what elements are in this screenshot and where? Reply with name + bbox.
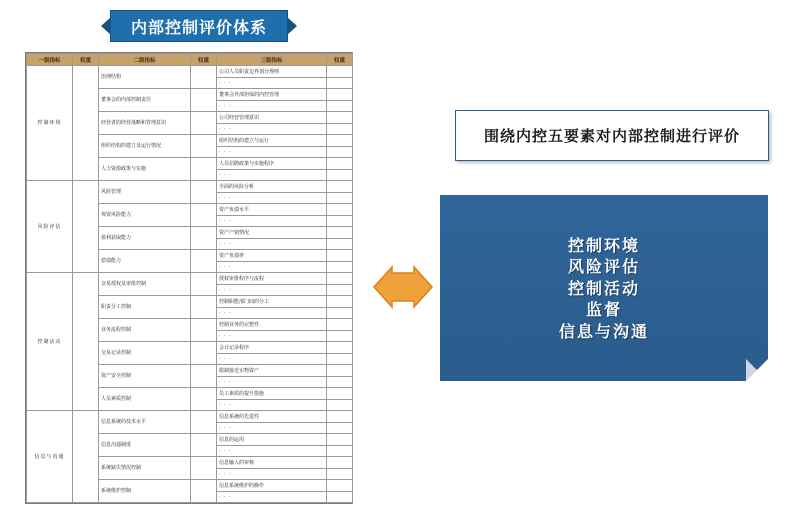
table-cell-level3: 信息的运用 — [217, 433, 327, 445]
table-cell-level3-weight — [327, 491, 353, 502]
table-header-cell: 权重 — [73, 54, 99, 66]
table-cell-level1-weight — [73, 180, 99, 272]
table-cell-level3-more: · · · — [217, 377, 327, 388]
table-cell-level2: 交易记录控制 — [99, 341, 191, 364]
table-cell-level2-weight — [191, 157, 217, 180]
table-cell-level2-weight — [191, 479, 217, 502]
table-cell-level3-weight — [327, 78, 353, 89]
table-cell-level2: 盈利获取能力 — [99, 226, 191, 249]
table-cell-level3-weight — [327, 410, 353, 422]
table-cell-level3-weight — [327, 180, 353, 192]
table-cell-level3-weight — [327, 134, 353, 146]
table-cell-level3-weight — [327, 262, 353, 273]
table-cell-level3-weight — [327, 318, 353, 330]
table-cell-level3-weight — [327, 456, 353, 468]
table-cell-level3-more: · · · — [217, 446, 327, 457]
table-cell-level3: 资产负债水平 — [217, 203, 327, 215]
table-cell-level3-weight — [327, 239, 353, 250]
table-cell-level2-weight — [191, 66, 217, 89]
table-cell-level2: 系统维护控制 — [99, 479, 191, 502]
five-elements-item: 信息与沟通 — [558, 323, 649, 341]
table-cell-level3-weight — [327, 433, 353, 445]
five-elements-item: 风险评估 — [567, 259, 640, 277]
table-cell-level3: 员工素质的提升措施 — [217, 387, 327, 399]
table-row — [27, 272, 353, 284]
table-cell-level2: 经营者的经营战略和管理意识 — [99, 111, 191, 134]
table-cell-level1-weight — [73, 272, 99, 410]
table-cell-level2-weight — [191, 456, 217, 479]
table-cell-level3-weight — [327, 308, 353, 319]
table-cell-level3: 公司经营管理意识 — [217, 111, 327, 123]
table-cell-level1-weight — [73, 66, 99, 181]
table-cell-level2-weight — [191, 203, 217, 226]
table-cell-level3: 会计记录程序 — [217, 341, 327, 353]
table-cell-level3-weight — [327, 170, 353, 181]
table-cell-level3-more: · · · — [217, 170, 327, 181]
table-cell-level1: 控制活动 — [27, 272, 73, 410]
table-cell-level2-weight — [191, 341, 217, 364]
table-cell-level2-weight — [191, 318, 217, 341]
table-cell-level1-weight — [73, 410, 99, 502]
table-cell-level3-more: · · · — [217, 308, 327, 319]
table-cell-level3-weight — [327, 377, 353, 388]
five-elements-panel — [440, 195, 768, 381]
table-cell-level2-weight — [191, 88, 217, 111]
five-elements-item: 控制活动 — [567, 280, 640, 298]
table-cell-level3-more: · · · — [217, 423, 327, 434]
table-cell-level3-weight — [327, 400, 353, 411]
table-cell-level2: 偿债能力 — [99, 249, 191, 272]
table-cell-level3-weight — [327, 124, 353, 135]
table-cell-level2-weight — [191, 387, 217, 410]
table-cell-level2-weight — [191, 364, 217, 387]
table-cell-level3-more: · · · — [217, 193, 327, 204]
banner-right-tail-icon — [287, 17, 297, 35]
table-header-cell: 三级指标 — [217, 54, 327, 66]
table-cell-level3: 授权审批程序与流程 — [217, 272, 327, 284]
table-cell-level2-weight — [191, 272, 217, 295]
table-cell-level3-weight — [327, 469, 353, 480]
table-cell-level3-weight — [327, 423, 353, 434]
table-cell-level3-weight — [327, 341, 353, 353]
table-cell-level1: 风险评估 — [27, 180, 73, 272]
table-cell-level3-weight — [327, 295, 353, 307]
table-cell-level1: 控制环境 — [27, 66, 73, 181]
table-cell-level3: 公司人员职责边界划分规则 — [217, 66, 327, 78]
table-cell-level2: 组织结构的建立及运行情况 — [99, 134, 191, 157]
table-cell-level2: 董事会的内部控制责任 — [99, 88, 191, 111]
table-row — [27, 410, 353, 422]
five-elements-item: 控制环境 — [567, 238, 640, 256]
banner-left-tail-icon — [101, 17, 111, 35]
table-cell-level3-weight — [327, 193, 353, 204]
table-cell-level3: 全面的风险分析 — [217, 180, 327, 192]
table-cell-level3-more: · · · — [217, 216, 327, 227]
table-cell-level3: 信息系统维护的操作 — [217, 479, 327, 491]
table-cell-level2: 资产安全控制 — [99, 364, 191, 387]
table-cell-level3-weight — [327, 364, 353, 376]
table-cell-level3: 资产产销情况 — [217, 226, 327, 238]
table-cell-level3: 信息输入的审核 — [217, 456, 327, 468]
table-cell-level3-more: · · · — [217, 147, 327, 158]
table-header-cell: 一级指标 — [27, 54, 73, 66]
table-cell-level2: 人力资源政策与实施 — [99, 157, 191, 180]
table-cell-level3-more: · · · — [217, 400, 327, 411]
table-cell-level3-weight — [327, 354, 353, 365]
table-cell-level2: 治理结构 — [99, 66, 191, 89]
table-cell-level2-weight — [191, 249, 217, 272]
table-cell-level3-weight — [327, 249, 353, 261]
table-cell-level3-weight — [327, 331, 353, 342]
table-cell-level3-more: · · · — [217, 78, 327, 89]
table-cell-level2: 人员素质控制 — [99, 387, 191, 410]
table-body — [27, 66, 353, 503]
table-cell-level3: 控制业务的完整性 — [217, 318, 327, 330]
table-cell-level3-more: · · · — [217, 354, 327, 365]
table-cell-level2: 业务流程控制 — [99, 318, 191, 341]
table-cell-level2: 系统缺失情况控制 — [99, 456, 191, 479]
table-cell-level3-weight — [327, 216, 353, 227]
table-cell-level3-weight — [327, 157, 353, 169]
table-cell-level2: 交易授权及审批控制 — [99, 272, 191, 295]
table-cell-level3-more: · · · — [217, 262, 327, 273]
table-cell-level3-more: · · · — [217, 239, 327, 250]
table-cell-level2: 信息系统的技术水平 — [99, 410, 191, 433]
table-cell-level2: 职责分工控制 — [99, 295, 191, 318]
table-cell-level3-weight — [327, 147, 353, 158]
table-cell-level2: 信息沟通制度 — [99, 433, 191, 456]
table-cell-level3: 限制接近实物资产 — [217, 364, 327, 376]
table-cell-level3-weight — [327, 285, 353, 296]
table-header-row — [27, 54, 353, 66]
table-cell-level2-weight — [191, 226, 217, 249]
table-cell-level3: 人员招聘政策与实施程序 — [217, 157, 327, 169]
table-cell-level2-weight — [191, 433, 217, 456]
table-row — [27, 180, 353, 192]
table-cell-level2-weight — [191, 180, 217, 203]
table-cell-level3-weight — [327, 479, 353, 491]
table-cell-level3-weight — [327, 203, 353, 215]
table-cell-level1: 信息与沟通 — [27, 410, 73, 502]
table-cell-level3-more: · · · — [217, 285, 327, 296]
table-cell-level3-more: · · · — [217, 331, 327, 342]
table-header-cell: 二级指标 — [99, 54, 191, 66]
table-cell-level2-weight — [191, 295, 217, 318]
table-cell-level3-weight — [327, 111, 353, 123]
table-cell-level2: 筹资风险能力 — [99, 203, 191, 226]
table-cell-level3: 信息系统的先进性 — [217, 410, 327, 422]
table-cell-level3-weight — [327, 88, 353, 100]
five-elements-list — [440, 195, 768, 381]
table-cell-level3: 组织结构的建立与运行 — [217, 134, 327, 146]
table-cell-level3-weight — [327, 446, 353, 457]
table-cell-level3-weight — [327, 66, 353, 78]
table-cell-level3-more: · · · — [217, 469, 327, 480]
diagram-title-banner — [110, 10, 288, 42]
table-cell-level3: 董事会外部担保的内控管理 — [217, 88, 327, 100]
table-cell-level3-weight — [327, 387, 353, 399]
double-arrow-icon — [372, 265, 434, 309]
diagram-title-text: 内部控制评价体系 — [130, 19, 267, 37]
callout-box — [455, 110, 769, 161]
table-cell-level3-more: · · · — [217, 491, 327, 502]
table-cell-level2-weight — [191, 134, 217, 157]
table-header-cell: 权重 — [191, 54, 217, 66]
table-cell-level3-weight — [327, 101, 353, 112]
table-row — [27, 66, 353, 78]
five-elements-item: 监督 — [585, 302, 622, 320]
table-cell-level2-weight — [191, 410, 217, 433]
table-cell-level3-more: · · · — [217, 101, 327, 112]
table-cell-level2-weight — [191, 111, 217, 134]
table-cell-level3: 资产负债率 — [217, 249, 327, 261]
panel-fold-corner-icon — [746, 359, 768, 381]
table-header-cell: 权重 — [327, 54, 353, 66]
evaluation-index-table — [25, 52, 353, 504]
table-cell-level3: 控制职能部门间的分工 — [217, 295, 327, 307]
table-cell-level3-more: · · · — [217, 124, 327, 135]
callout-text: 围绕内控五要素对内部控制进行评价 — [483, 128, 740, 145]
table-cell-level2: 风险管理 — [99, 180, 191, 203]
table-cell-level3-weight — [327, 226, 353, 238]
table-cell-level3-weight — [327, 272, 353, 284]
